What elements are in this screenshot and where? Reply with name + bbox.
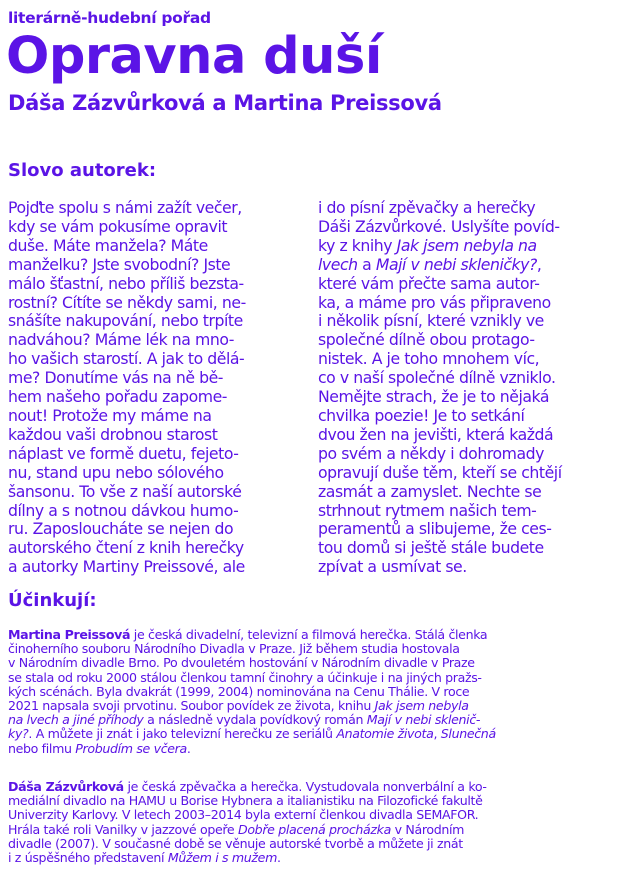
book-title: na lvech a jiné příhody (8, 712, 144, 728)
text-line: nadváhou? Máme lék na mno- (8, 330, 234, 350)
section-heading-authors-word: Slovo autorek: (8, 160, 157, 181)
text-line (8, 742, 630, 756)
text-line: činoherního souboru Národního Divadla v Praze. Již během studia hostovala (8, 641, 460, 657)
text-line: Nemějte strach, že je to nějaká (318, 387, 550, 407)
authors-word-column-left (8, 199, 308, 577)
book-title: Jak jsem nebyla (374, 698, 469, 714)
text-line: náplast ve formě duetu, fejeto- (8, 443, 239, 463)
text-fragment: . (186, 740, 191, 756)
text-fragment: nebo filmu (8, 740, 76, 756)
text-line: nistek. A je toho mnohem víc, (318, 349, 540, 369)
film-title: Probudím se včera (75, 740, 187, 756)
text-line: zasmát a zamyslet. Nechte se (318, 481, 542, 501)
text-line: dílny a s notnou dávkou humo- (8, 500, 239, 520)
text-line (8, 851, 630, 865)
text-line: chvilka poezie! Je to setkání (318, 405, 525, 425)
text-line: ho vašich starostí. A jak to dělá- (8, 349, 245, 369)
text-line: me? Donutíme vás na ně bě- (8, 368, 223, 388)
text-line: každou vaši drobnou starost (8, 424, 218, 444)
text-line: se stala od roku 2000 stálou členkou tamní činohry a účinkuje i na jiných pražs- (8, 669, 482, 685)
authors-word-right-rest (318, 275, 628, 578)
text-line (318, 256, 628, 275)
text-line: kdy se vám pokusíme opravit (8, 216, 228, 236)
text-line: peramentů a slibujeme, že ces- (318, 519, 552, 539)
text-line: málo šťastní, nebo příliš bezsta- (8, 273, 244, 293)
text-line: hem našeho pořadu zapome- (8, 387, 228, 407)
authors-word-column-right (318, 199, 628, 577)
performer-name: Dáša Zázvůrková (8, 779, 124, 794)
text-line: i do písní zpěvačky a herečky (318, 198, 536, 217)
book-title: Mají v nebi skleničky? (375, 254, 537, 274)
text-line: kých scénách. Byla dvakrát (1999, 2004) nominována na Cenu Thálie. V roce (8, 683, 470, 699)
text-line: co v naší společné dílně vzniklo. (318, 368, 556, 388)
text-line: ru. Zaposloucháte se nejen do (8, 519, 234, 539)
text-line: nu, stand upu nebo sólového (8, 462, 224, 482)
book-title: Mají v nebi sklenič- (366, 712, 481, 728)
text-line: nout! Protože my máme na (8, 405, 212, 425)
series-title: Anatomie života (336, 726, 434, 742)
text-fragment: . A můžete ji znát i jako televizní herečku ze seriálů (28, 726, 337, 742)
text-line (8, 628, 630, 642)
book-title: lvech (318, 254, 358, 274)
text-line: autorského čtení z knih herečky (8, 538, 244, 558)
event-title: Opravna duší (6, 27, 382, 86)
text-line: Univerzity Karlovy. V letech 2003–2014 byla externí členkou divadla SEMAFOR. (8, 807, 479, 823)
text-line: duše. Máte manžela? Máte (8, 235, 208, 255)
text-line: rostní? Cítíte se někdy sami, ne- (8, 292, 246, 312)
text-line: Pojďte spolu s námi zažít večer, (8, 198, 242, 217)
text-line (8, 780, 630, 794)
text-fragment: je česká divadelní, televizní a filmová herečka. Stálá členka (130, 627, 488, 642)
text-line: v Národním divadle Brno. Po dvouletém hostování v Národním divadle v Praze (8, 655, 475, 671)
text-fragment: . (277, 850, 281, 866)
text-fragment: Hrála také roli Vanilky v jazzové opeře (8, 821, 238, 837)
text-line: snášíte nakupování, nebo trpíte (8, 311, 243, 331)
section-heading-performers: Účinkují: (8, 590, 97, 611)
text-line: po svém a někdy i dohromady (318, 443, 544, 463)
book-title: ky? (8, 726, 29, 742)
book-title: Jak jsem nebyla na (396, 235, 537, 255)
text-line: manželku? Jste svobodní? Jste (8, 254, 231, 274)
text-line: strhnout rytmem našich tem- (318, 500, 537, 520)
event-type-label: literárně-hudební pořad (8, 9, 211, 27)
text-line: ka, a máme pro vás připraveno (318, 292, 551, 312)
text-fragment: a následně vydala povídkový román (143, 712, 367, 728)
text-line (8, 823, 630, 837)
text-line: i několik písní, které vznikly ve (318, 311, 544, 331)
text-line: mediální divadlo na HAMU u Borise Hybnera a italianistiku na Filozofické fakultě (8, 793, 483, 809)
text-fragment: , (433, 726, 441, 742)
text-line: Dáši Zázvůrkové. Uslyšíte povíd- (318, 216, 560, 236)
text-fragment: , (536, 254, 542, 274)
text-fragment: i z úspěšného představení (8, 850, 168, 866)
event-authors: Dáša Zázvůrková a Martina Preissová (8, 91, 442, 115)
opera-title: Dobře placená procházka (237, 821, 391, 837)
show-title: Můžem i s mužem (167, 850, 277, 866)
text-fragment: v Národním (390, 821, 465, 837)
text-line (318, 237, 628, 256)
text-line (8, 713, 630, 727)
text-line: divadle (2007). V současné době se věnuje autorské tvorbě a můžete ji znát (8, 835, 463, 851)
text-line (8, 699, 630, 713)
text-fragment: 2021 napsala svoji prvotinu. Soubor povídek ze života, knihu (8, 698, 375, 714)
text-fragment: ky z knihy (318, 235, 397, 255)
performer-name: Martina Preissová (8, 627, 131, 642)
text-line: zpívat a usmívat se. (318, 557, 467, 577)
text-line: tou domů si ještě stále budete (318, 538, 544, 558)
bio-dasa-zazvurkova (8, 780, 630, 865)
text-line: dvou žen na jevišti, která každá (318, 424, 554, 444)
text-line: a autorky Martiny Preissové, ale (8, 557, 245, 577)
series-title: Slunečná (440, 726, 496, 742)
text-fragment: a (357, 254, 376, 274)
text-line: společné dílně obou protago- (318, 330, 535, 350)
text-line: šansonu. To vše z naší autorské (8, 481, 242, 501)
text-fragment: je česká zpěvačka a herečka. Vystudovala nonverbální a ko- (123, 779, 487, 794)
text-line: které vám přečte sama autor- (318, 273, 540, 293)
text-line (8, 727, 630, 741)
text-line: opravují duše těm, kteří se chtějí (318, 462, 562, 482)
bio-martina-preissova (8, 628, 630, 756)
